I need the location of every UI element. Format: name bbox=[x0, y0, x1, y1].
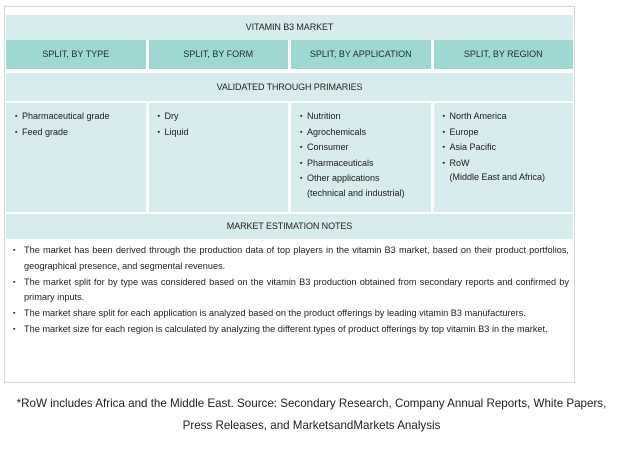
list-item: ▪ Asia Pacific bbox=[443, 140, 568, 156]
list-item: ▪ Liquid bbox=[158, 125, 283, 141]
split-by-region-header: SPLIT, BY REGION bbox=[434, 40, 574, 69]
market-estimation-notes bbox=[11, 243, 569, 338]
list-item-sublabel: (Middle East and Africa) bbox=[449, 172, 546, 182]
market-estimation-notes-title: MARKET ESTIMATION NOTES bbox=[6, 214, 573, 239]
form-list bbox=[158, 109, 283, 140]
footnote-line-1: *RoW includes Africa and the Middle East. Source: Secondary Research, Company Annual Reports, White Papers, bbox=[16, 397, 607, 410]
region-list-cell bbox=[434, 103, 574, 212]
note-item: ▪ The market split for by type was considered based on the vitamin B3 production obtained from secondary reports and confirmed by primary inputs. bbox=[11, 275, 569, 307]
list-item: ▪ Europe bbox=[443, 125, 568, 141]
list-item: ▪ Agrochemicals bbox=[300, 125, 425, 141]
note-item: ▪ The market has been derived through the production data of top players in the vitamin B3 market, based on their product portfolios, geographical presence, and segmental revenues. bbox=[11, 243, 569, 275]
list-item: ▪ Dry bbox=[158, 109, 283, 125]
application-list bbox=[300, 109, 425, 199]
segment-lists-row bbox=[6, 103, 573, 212]
list-item-label: RoW bbox=[449, 157, 470, 168]
note-item: ▪ The market share split for each application is analyzed based on the product offerings by leading vitamin B3 manufacturers. bbox=[11, 306, 569, 322]
list-item bbox=[300, 171, 425, 199]
split-header-row bbox=[6, 40, 573, 69]
application-list-cell bbox=[291, 103, 431, 212]
list-item: ▪ Feed grade bbox=[15, 125, 140, 141]
list-item-label: Other applications bbox=[307, 173, 380, 183]
list-item: ▪ North America bbox=[443, 109, 568, 125]
split-by-form-header: SPLIT, BY FORM bbox=[149, 40, 289, 69]
notes-list bbox=[11, 243, 569, 338]
list-item: ▪ Pharmaceuticals bbox=[300, 156, 425, 172]
market-title: VITAMIN B3 MARKET bbox=[6, 15, 573, 40]
footnote-line-2: Press Releases, and MarketsandMarkets Analysis bbox=[182, 419, 441, 432]
list-item: ▪ Consumer bbox=[300, 140, 425, 156]
infographic-frame bbox=[4, 6, 575, 383]
source-footnote bbox=[0, 393, 623, 437]
list-item: ▪ Pharmaceutical grade bbox=[15, 109, 140, 125]
split-by-type-header: SPLIT, BY TYPE bbox=[6, 40, 146, 69]
note-item: ▪ The market size for each region is calculated by analyzing the different types of product offerings by top vitamin B3 in the market. bbox=[11, 322, 569, 338]
type-list-cell bbox=[6, 103, 146, 212]
type-list bbox=[15, 109, 140, 140]
split-by-application-header: SPLIT, BY APPLICATION bbox=[291, 40, 431, 69]
list-item bbox=[443, 156, 568, 184]
validated-through-primaries: VALIDATED THROUGH PRIMARIES bbox=[6, 73, 573, 101]
list-item: ▪ Nutrition bbox=[300, 109, 425, 125]
form-list-cell bbox=[149, 103, 289, 212]
region-list bbox=[443, 109, 568, 183]
list-item-sublabel: (technical and industrial) bbox=[307, 187, 405, 198]
